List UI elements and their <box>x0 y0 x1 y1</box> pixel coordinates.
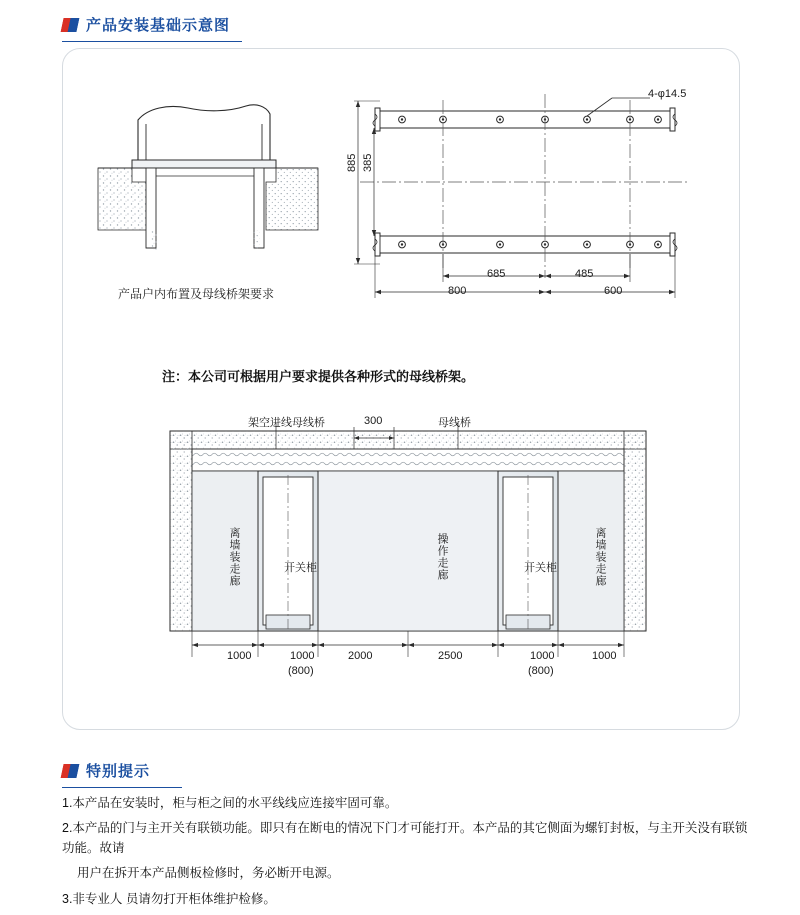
layout-dim-6: 1000 <box>592 650 617 662</box>
flag-icon <box>62 18 78 32</box>
layout-dim-3: 2000 <box>348 650 373 662</box>
tips-section-header <box>62 760 150 781</box>
dim-600: 600 <box>604 285 623 297</box>
layout-dim-4: 2500 <box>438 650 463 662</box>
tips-title: 特别提示 <box>86 763 151 780</box>
hole-spec-label: 4-φ14.5 <box>648 88 687 100</box>
layout-dim-5: 1000 <box>530 650 555 662</box>
label-bus-bridge: 母线桥 <box>438 417 471 429</box>
left-drawing-caption: 产品户内布置及母线桥架要求 <box>118 287 275 301</box>
dim-885: 885 <box>346 153 358 172</box>
label-aisle-left: 离墙装走廊 <box>228 527 240 587</box>
floor-section-drawing <box>88 90 328 280</box>
label-cabinet-left: 开关柜 <box>284 562 317 574</box>
layout-dim-2: 1000 <box>290 650 315 662</box>
layout-dim-sub-1: (800) <box>288 665 314 677</box>
title-divider <box>62 41 242 42</box>
dim-800: 800 <box>448 285 467 297</box>
label-overhead-bus: 架空进线母线桥 <box>248 417 325 429</box>
dim-485: 485 <box>575 268 594 280</box>
label-cabinet-right: 开关柜 <box>524 562 557 574</box>
tip-item: 2.本产品的门与主开关有联锁功能。即只有在断电的情况下门才可能打开。本产品的其它侧面为螺钉封板，与主开关没有联锁功能。故请 <box>62 821 748 855</box>
label-operating-aisle: 操作走廊 <box>436 533 448 581</box>
label-aisle-right: 离墙装走廊 <box>594 527 606 587</box>
tips-title-divider <box>62 787 182 788</box>
layout-dim-sub-2: (800) <box>528 665 554 677</box>
tip-item: 3.非专业人 员请勿打开柜体维护检修。 <box>62 891 276 906</box>
tip-item: 1.本产品在安装时，柜与柜之间的水平线线应连接牢固可靠。 <box>62 796 398 810</box>
bus-bridge-note: 注：本公司可根据用户要求提供各种形式的母线桥架。 <box>162 369 475 384</box>
base-frame-plan-drawing <box>340 86 720 316</box>
dim-385: 385 <box>362 153 374 172</box>
tip-item-continuation: 用户在拆开本产品侧板检修时，务必断开电源。 <box>77 866 340 881</box>
dim-685: 685 <box>487 268 506 280</box>
flag-icon-tips <box>62 764 78 778</box>
tips-list <box>62 794 752 915</box>
layout-dim-1: 1000 <box>227 650 252 662</box>
label-gap-300: 300 <box>364 415 383 427</box>
diagram-section-header <box>62 14 230 35</box>
page-title: 产品安装基础示意图 <box>86 17 231 34</box>
